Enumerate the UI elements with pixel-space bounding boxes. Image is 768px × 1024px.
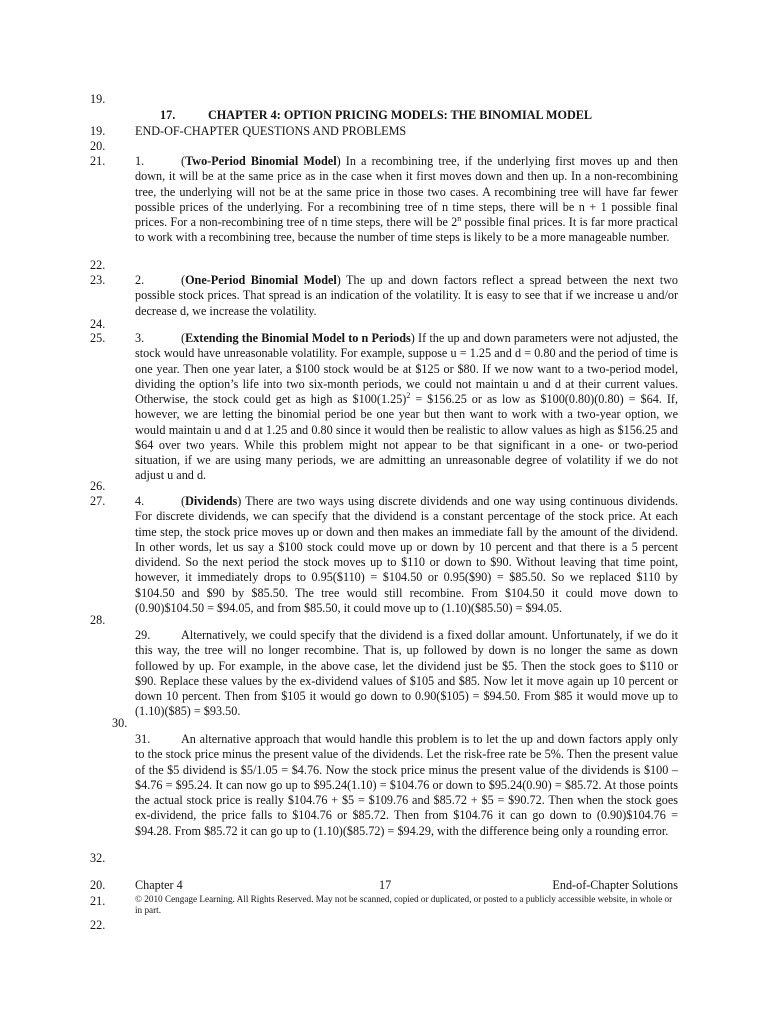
open-paren: ( [181, 331, 186, 345]
question-3 [135, 331, 678, 484]
question-title: Dividends [185, 494, 238, 508]
question-4 [135, 494, 678, 616]
question-title: Extending the Binomial Model to n Periods [185, 331, 411, 345]
section-subheading: END-OF-CHAPTER QUESTIONS AND PROBLEMS [135, 124, 407, 138]
question-number: 3. [135, 331, 145, 345]
line-number: 19. [90, 92, 106, 106]
paragraph-text: An alternative approach that would handle this problem is to let the up and down factors apply only to the stock price minus the present value of the dividends. Let the risk-free rate be 5%. Then the present value of the $5 dividend is $5/1.05 = $4.76. Now the stock price minus the present value of the dividends is $100 – $4.76 = $95.24. It can now go up to $95.24(1.10) = $104.76 or down to $95.24(0.90) = $85.72. At those points the actual stock price is really $104.76 + $5 = $109.76 and $85.72 + $5 = $90.72. Then when the stock goes ex-dividend, the price falls to $104.76 or $85.72. Then from $104.76 it can go down to (0.90)$104.76 = $94.28. From $85.72 it can go up to (1.10)($85.72) = $94.29, with the difference being only a rounding error. [135, 732, 678, 838]
superscript: 2 [406, 390, 411, 400]
footer-chapter: Chapter 4 [135, 878, 183, 892]
footer-section: End-of-Chapter Solutions [552, 878, 678, 892]
open-paren: ( [181, 494, 186, 508]
copyright-notice: © 2010 Cengage Learning. All Rights Reserved. May not be scanned, copied or duplicated, or posted to a publicly accessible website, in whole or in part. [135, 894, 673, 915]
line-number: 24. [90, 317, 106, 331]
question-1 [135, 154, 678, 246]
question-text-cont: = $156.25 or as low as $100(0.80)(0.80) = $64. If, however, we are letting the binomial period be one year but then want to work with a two-year option, we would maintain u and d at 1.25 and 0.80 since it would then be realistic to allow values as high as $156.25 and $64 over two years. While this problem might not appear to be that significant in a one- or two-period situation, if we are using many periods, we are admitting an unreasonable degree of volatility if we do not adjust u and d. [135, 392, 678, 483]
line-number: 20. [90, 139, 106, 153]
line-number: 20. [90, 878, 106, 892]
question-number: 4. [135, 494, 145, 508]
paragraph-number: 29. [135, 628, 151, 642]
question-text: ) There are two ways using discrete dividends and one way using continuous dividends. For discrete dividends, we can specify that the dividend is a constant percentage of the stock price. At each time step, the stock price moves up or down and then makes an immediate fall by the amount of the dividend. In other words, let us say a $100 stock could move up or down by 10 percent and that there is a 5 percent dividend. So the next period the stock moves up to $110 or down to $90. Without leaving that time point, however, it immediately drops to 0.95($110) = $104.50 or 0.95($90) = $85.50. So we replaced $110 by $104.50 and $90 by $85.50. The tree would still recombine. From $104.50 it could move down to (0.90)$104.50 = $94.05, and from $85.50, it could move up to (1.10)($85.50) = $94.05. [135, 494, 678, 615]
paragraph-text: Alternatively, we could specify that the dividend is a fixed dollar amount. Unfortunately, if we do it this way, the tree will no longer recombine. That is, up followed by down is no longer the same as down followed by up. For example, in the above case, let the dividend just be $5. Then the stock goes to $110 or $90. Replace these values by the ex-dividend values of $105 and $85. Now let it move again up 10 percent or down 10 percent. Then from $105 it would go down to 0.90($105) = $94.50. From $85 it would move up to (1.10)($85) = $93.50. [135, 628, 678, 719]
line-number: 28. [90, 613, 106, 627]
question-text: ) The up and down factors reflect a spread between the next two possible stock prices. That spread is an indication of the volatility. It is easy to see that if we increase u and/or decrease d, we increase the volatility. [135, 273, 679, 318]
paragraph-number: 31. [135, 732, 151, 746]
line-number: 23. [90, 273, 106, 287]
question-text: ) In a recombining tree, if the underlying first moves up and then down, it will be at the same price as in the case when it first moves down and then up. In a non-recombining tree, the underlying will not be at the same price in those two cases. A recombining tree will have far fewer possible prices of the underlying. For a recombining tree of n time steps, there will be n + 1 possible final prices. For a non-recombining tree of n time steps, there will be 2 [135, 154, 678, 229]
chapter-heading [160, 108, 680, 123]
line-number: 26. [90, 479, 106, 493]
chapter-heading-number: 17. [160, 108, 176, 122]
line-number: 22. [90, 258, 106, 272]
line-number: 21. [90, 154, 106, 168]
question-text-cont: possible final prices. It is far more practical to work with a recombining tree, because the number of time steps is likely to be a more manageable number. [135, 215, 678, 245]
question-text: ) If the up and down parameters were not adjusted, the stock would have unreasonable volatility. For example, suppose u = 1.25 and d = 0.80 and the period of time is one year. Then one year later, a $100 stock would be at $125 or $80. If we now want to a two-period model, dividing the option’s life into two six-month periods, we could not maintain u and d at their current values. Otherwise, the stock could get as high as $100(1.25) [135, 331, 678, 406]
footer-page-number: 17 [379, 878, 392, 892]
line-number: 22. [90, 918, 106, 932]
paragraph-31 [135, 732, 678, 839]
line-number: 27. [90, 494, 106, 508]
open-paren: ( [181, 154, 186, 168]
open-paren: ( [181, 273, 186, 287]
line-number: 25. [90, 331, 106, 345]
paragraph-29 [135, 628, 678, 720]
question-number: 1. [135, 154, 145, 168]
line-number: 32. [90, 851, 106, 865]
superscript: n [457, 213, 462, 223]
line-number: 19. [90, 124, 106, 138]
question-number: 2. [135, 273, 145, 287]
question-title: Two-Period Binomial Model [185, 154, 337, 168]
line-number: 21. [90, 894, 106, 908]
line-number: 30. [112, 716, 128, 730]
question-2 [135, 273, 678, 319]
question-title: One-Period Binomial Model [185, 273, 337, 287]
chapter-heading-title: CHAPTER 4: OPTION PRICING MODELS: THE BINOMIAL MODEL [208, 108, 593, 122]
